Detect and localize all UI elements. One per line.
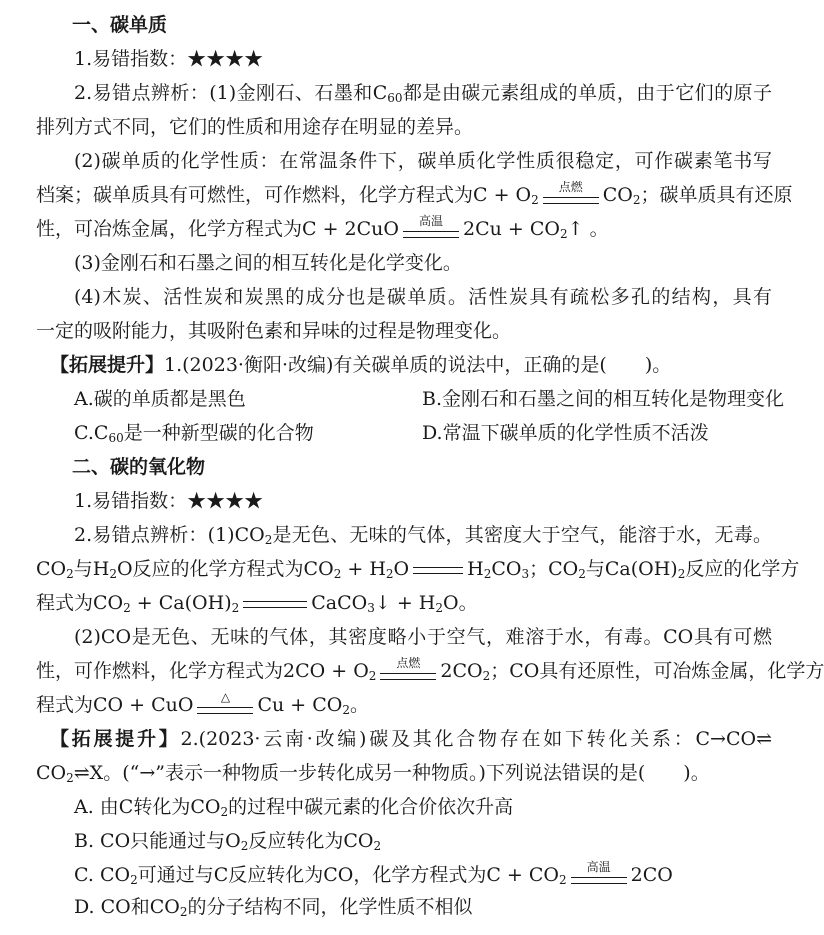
paragraph-line: 排列方式不同，它们的性质和用途存在明显的差异。 (36, 116, 474, 138)
question-2: 【拓展提升】2.(2023·云南·改编)碳及其化合物存在如下转化关系：C→CO⇌ (50, 728, 772, 750)
question-1-options-row-1 (74, 382, 785, 416)
paragraph-line: (4)木炭、活性炭和炭黑的成分也是碳单质。活性炭具有疏松多孔的结构，具有 (74, 286, 772, 308)
question-1-options-row-2 (74, 416, 772, 450)
option-d: D. CO和$CO_2$的分子结构不同，化学性质不相似 (74, 896, 473, 919)
option-a: A.碳的单质都是黑色 (74, 388, 246, 410)
paragraph-line: 性，可冶炼金属，化学方程式为C + 2CuO 高温 $2Cu + CO_2↑$ 。 (36, 212, 772, 246)
paragraph-line: $CO_2$与$H_2O$反应的化学方程式为$CO_2 + H_2O$ $H_2CO_3$；$CO_2$与$Ca(OH)_2$反应的化学方 (36, 552, 772, 586)
paragraph-line: 一定的吸附能力，其吸附色素和异味的过程是物理变化。 (36, 320, 512, 342)
reaction-equals (413, 555, 463, 585)
question-2-continued: $CO_2\rightleftharpoons X$。(“→”表示一种物质一步转化成另一种物质。)下列说法错误的是( )。 (36, 762, 710, 785)
paragraph-line: 2.易错点辨析：(1)金刚石、石墨和$C_{60}$都是由碳元素组成的单质，由于它们的原子 (74, 82, 772, 105)
error-index-2: 1.易错指数：★★★★ (74, 490, 264, 512)
section-title-carbon-elements: 一、碳单质 (72, 14, 168, 36)
paragraph-line: 性，可作燃料，化学方程式为$2CO + O_2$ 点燃 $2CO_2$；CO具有还原性，可冶炼金属，化学方 (36, 654, 772, 688)
option-a: A. 由C转化为$CO_2$的过程中碳元素的化合价依次升高 (74, 796, 514, 819)
option-c: C. $CO_2$可通过与C反应转化为CO，化学方程式为$C + CO_2$ 高温 2CO (74, 858, 772, 892)
paragraph-line: 档案；碳单质具有可燃性，可作燃料，化学方程式为$C + O_2$ 点燃 $CO_2$；碳单质具有还原 (36, 178, 772, 212)
reaction-equals (243, 589, 307, 619)
paragraph-line: (2)碳单质的化学性质：在常温条件下，碳单质化学性质很稳定，可作碳素笔书写 (74, 150, 772, 172)
option-d: D.常温下碳单质的化学性质不活泼 (422, 422, 709, 444)
question-1: 【拓展提升】1.(2023·衡阳·改编)有关碳单质的说法中，正确的是( )。 (50, 354, 672, 376)
paragraph-line: 程式为$CO_2 + Ca(OH)_2$ CaCO$_3$↓ + $H_2O$。 (36, 586, 772, 620)
paragraph-line: (2)CO是无色、无味的气体，其密度略小于空气，难溶于水，有毒。CO具有可燃 (74, 626, 772, 648)
reaction-arrow: △ (197, 691, 253, 721)
paragraph-line: 程式为CO + CuO △ $Cu + CO_2$。 (36, 688, 772, 722)
option-c: $C.C_{60}$是一种新型碳的化合物 (74, 422, 314, 445)
reaction-arrow: 点燃 (380, 657, 436, 687)
option-b: B. CO只能通过与$O_2$反应转化为$CO_2$ (74, 830, 382, 853)
error-index-1: 1.易错指数：★★★★ (74, 48, 264, 70)
reaction-arrow: 点燃 (543, 181, 599, 211)
section-title-carbon-oxides: 二、碳的氧化物 (72, 456, 206, 478)
paragraph-line: 2.易错点辨析：$(1)CO_2$是无色、无味的气体，其密度大于空气，能溶于水，无毒。 (74, 524, 772, 547)
option-b: B.金刚石和石墨之间的相互转化是物理变化 (422, 388, 785, 410)
reaction-arrow: 高温 (403, 215, 459, 245)
paragraph-line: (3)金刚石和石墨之间的相互转化是化学变化。 (74, 252, 462, 274)
reaction-arrow: 高温 (571, 861, 627, 891)
